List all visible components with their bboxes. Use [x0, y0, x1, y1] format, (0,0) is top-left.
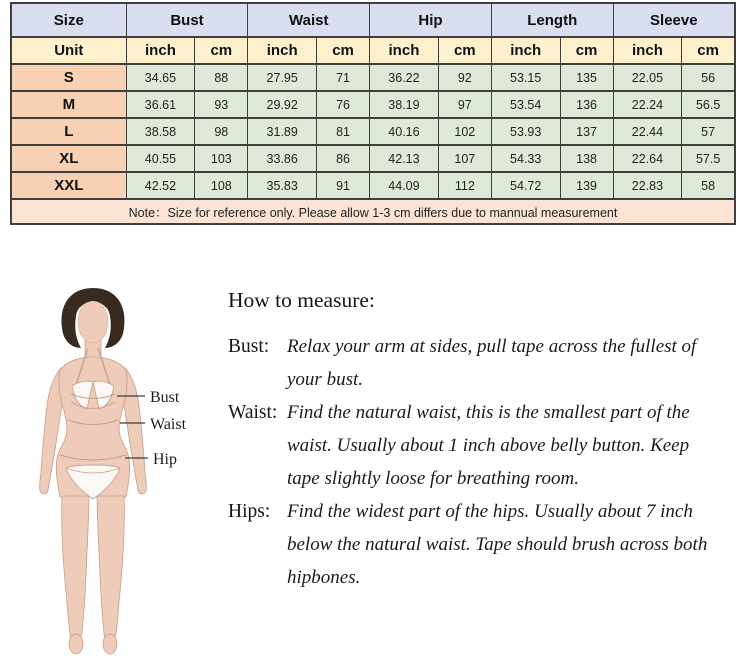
instruction-hips: [228, 495, 728, 594]
measurement-cell: 44.09: [370, 172, 439, 199]
table-row: [11, 172, 735, 199]
measurement-cell: 22.44: [613, 118, 682, 145]
measurement-cell: 38.19: [370, 91, 439, 118]
unit-row-label: Unit: [11, 37, 126, 64]
measurement-cell: 88: [195, 64, 248, 91]
instruction-text: Find the widest part of the hips. Usually about 7 inch below the natural waist. Tape should brush across both hipbones.: [287, 501, 708, 588]
how-to-measure-title: How to measure:: [228, 288, 375, 312]
measurement-cell: 91: [317, 172, 370, 199]
measurement-cell: 22.64: [613, 145, 682, 172]
size-label-cell: M: [11, 91, 126, 118]
measurement-cell: 92: [438, 64, 491, 91]
column-header-length: Length: [491, 3, 613, 37]
measurement-cell: 53.15: [491, 64, 560, 91]
table-row: [11, 64, 735, 91]
measuring-instructions: [228, 288, 728, 594]
column-header-waist: Waist: [248, 3, 370, 37]
column-header-size: Size: [11, 3, 126, 37]
measurement-cell: 53.93: [491, 118, 560, 145]
measurement-cell: 137: [560, 118, 613, 145]
measurement-cell: 29.92: [248, 91, 317, 118]
note-text: Note：Size for reference only. Please allow 1-3 cm differs due to mannual measurement: [11, 199, 735, 224]
instruction-text: Relax your arm at sides, pull tape across the fullest of your bust.: [287, 336, 697, 390]
measurement-cell: 81: [317, 118, 370, 145]
measurement-cell: 58: [682, 172, 735, 199]
how-to-measure-section: [0, 224, 750, 664]
measurement-cell: 53.54: [491, 91, 560, 118]
size-label-cell: L: [11, 118, 126, 145]
instruction-label: Hips:: [228, 501, 271, 522]
table-header-row: [11, 3, 735, 37]
column-header-sleeve: Sleeve: [613, 3, 735, 37]
unit-cell: cm: [438, 37, 491, 64]
measurement-cell: 22.24: [613, 91, 682, 118]
unit-cell: inch: [491, 37, 560, 64]
measurement-cell: 54.33: [491, 145, 560, 172]
table-row: [11, 118, 735, 145]
size-label-cell: XXL: [11, 172, 126, 199]
measurement-cell: 98: [195, 118, 248, 145]
measurement-cell: 108: [195, 172, 248, 199]
measurement-cell: 42.52: [126, 172, 195, 199]
waist-figure-label: Waist: [150, 416, 187, 433]
measurement-cell: 56: [682, 64, 735, 91]
unit-cell: cm: [195, 37, 248, 64]
measurement-cell: 107: [438, 145, 491, 172]
note-row: [11, 199, 735, 224]
column-header-bust: Bust: [126, 3, 248, 37]
size-rows: [11, 64, 735, 199]
size-label-cell: S: [11, 64, 126, 91]
measurement-cell: 71: [317, 64, 370, 91]
measurement-cell: 57.5: [682, 145, 735, 172]
measurement-cell: 136: [560, 91, 613, 118]
hip-figure-label: Hip: [153, 451, 177, 468]
measurement-cell: 103: [195, 145, 248, 172]
unit-cell: inch: [126, 37, 195, 64]
measurement-cell: 22.83: [613, 172, 682, 199]
measurement-cell: 40.16: [370, 118, 439, 145]
instruction-waist: [228, 396, 728, 495]
size-chart-table: [10, 2, 736, 225]
measurement-cell: 36.22: [370, 64, 439, 91]
measurement-cell: 34.65: [126, 64, 195, 91]
unit-cell: inch: [248, 37, 317, 64]
measurement-cell: 57: [682, 118, 735, 145]
measurement-cell: 86: [317, 145, 370, 172]
measurement-cell: 27.95: [248, 64, 317, 91]
table-row: [11, 145, 735, 172]
measurement-cell: 56.5: [682, 91, 735, 118]
unit-cell: cm: [682, 37, 735, 64]
measurement-cell: 36.61: [126, 91, 195, 118]
measurement-cell: 35.83: [248, 172, 317, 199]
measurement-cell: 38.58: [126, 118, 195, 145]
instruction-label: Bust:: [228, 336, 270, 357]
measurement-cell: 54.72: [491, 172, 560, 199]
body-figure-illustration: [30, 282, 230, 664]
unit-cell: cm: [317, 37, 370, 64]
instruction-text: Find the natural waist, this is the smallest part of the waist. Usually about 1 inch above belly button. Keep tape slightly loose for breathing room.: [287, 402, 690, 489]
measurement-cell: 31.89: [248, 118, 317, 145]
unit-cell: cm: [560, 37, 613, 64]
unit-cell: inch: [370, 37, 439, 64]
measurement-cell: 139: [560, 172, 613, 199]
measurement-cell: 22.05: [613, 64, 682, 91]
measurement-cell: 33.86: [248, 145, 317, 172]
measurement-cell: 42.13: [370, 145, 439, 172]
measurement-cell: 102: [438, 118, 491, 145]
unit-cell: inch: [613, 37, 682, 64]
size-label-cell: XL: [11, 145, 126, 172]
measurement-cell: 40.55: [126, 145, 195, 172]
bust-figure-label: Bust: [150, 389, 180, 406]
instruction-label: Waist:: [228, 402, 278, 423]
measurement-cell: 97: [438, 91, 491, 118]
measurement-cell: 76: [317, 91, 370, 118]
instruction-bust: [228, 330, 728, 396]
measurement-cell: 93: [195, 91, 248, 118]
column-header-hip: Hip: [370, 3, 492, 37]
measurement-cell: 135: [560, 64, 613, 91]
measurement-cell: 138: [560, 145, 613, 172]
body-figure: [30, 282, 230, 664]
table-row: [11, 91, 735, 118]
unit-row: [11, 37, 735, 64]
measurement-cell: 112: [438, 172, 491, 199]
